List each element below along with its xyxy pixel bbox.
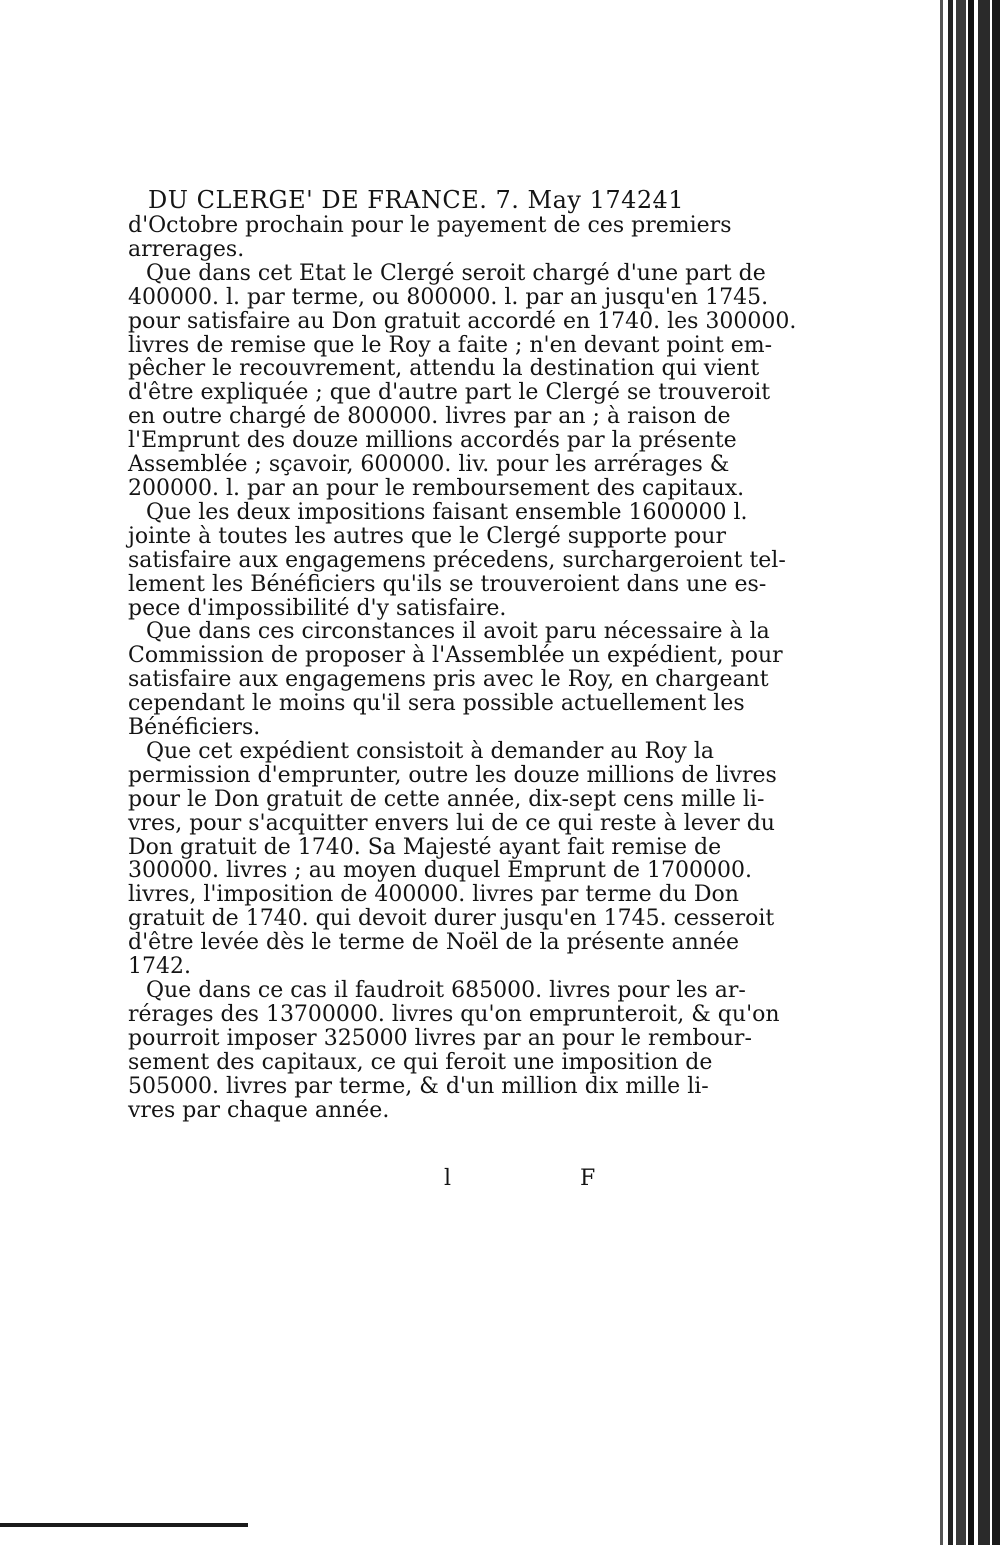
text-line: jointe à toutes les autres que le Clergé supporte pour [128, 523, 726, 549]
text-line: Que dans ce cas il faudroit 685000. livres pour les ar- [146, 978, 746, 1003]
text-line: pour le Don gratuit de cette année, dix-sept cens mille li- [128, 786, 765, 812]
text-line: Commission de proposer à l'Assemblée un expédient, pour [128, 643, 783, 669]
text-line: gratuit de 1740. qui devoit durer jusqu'en 1745. cesseroit [128, 906, 775, 932]
text-line: pour satisfaire au Don gratuit accordé en 1740. les 300000. [128, 308, 797, 334]
text-line: livres, l'imposition de 400000. livres par terme du Don [128, 882, 739, 908]
body-text [128, 213, 797, 1123]
text-line: vres, pour s'acquitter envers lui de ce qui reste à lever du [128, 810, 775, 836]
text-line: vres par chaque année. [128, 1097, 390, 1123]
text-line: cependant le moins qu'il sera possible actuellement les [128, 691, 745, 717]
text-line: Que cet expédient consistoit à demander au Roy la [146, 738, 715, 764]
running-title: DU CLERGE' DE FRANCE. 7. May 1742. [148, 186, 661, 214]
text-line: 300000. livres ; au moyen duquel Emprunt de 1700000. [128, 858, 753, 884]
bottom-edge-shadow [0, 1523, 248, 1527]
text-line: pêcher le recouvrement, attendu la destination qui vient [128, 356, 760, 382]
text-line: Assemblée ; sçavoir, 600000. liv. pour les arrérages & [128, 452, 730, 478]
text-line: 200000. l. par an pour le remboursement des capitaux. [128, 475, 745, 501]
footer-mark: l [444, 1166, 452, 1191]
text-line: 1742. [128, 954, 191, 980]
text-line: l'Emprunt des douze millions accordés par la présente [128, 428, 737, 454]
text-line: livres de remise que le Roy a faite ; n'en devant point em- [128, 332, 773, 358]
text-line: d'être levée dès le terme de Noël de la présente année [128, 930, 740, 956]
text-line: 400000. l. par terme, ou 800000. l. par an jusqu'en 1745. [128, 284, 769, 310]
text-line: rérages des 13700000. livres qu'on emprunteroit, & qu'on [128, 1001, 780, 1027]
text-line: satisfaire aux engagemens pris avec le Roy, en chargeant [128, 667, 769, 693]
text-line: Que dans ces circonstances il avoit paru nécessaire à la [146, 619, 770, 645]
page-footer [128, 1166, 684, 1196]
text-line: lement les Bénéficiers qu'ils se trouveroient dans une es- [128, 571, 767, 597]
text-line: pece d'impossibilité d'y satisfaire. [128, 595, 507, 621]
text-line: Don gratuit de 1740. Sa Majesté ayant fait remise de [128, 834, 722, 860]
text-line: pourroit imposer 325000 livres par an pour le rembour- [128, 1025, 752, 1051]
text-line: arrerages. [128, 236, 245, 262]
text-line: sement des capitaux, ce qui feroit une imposition de [128, 1049, 713, 1075]
text-line: satisfaire aux engagemens précedens, surchargeroient tel- [128, 547, 786, 573]
text-line: en outre chargé de 800000. livres par an ; à raison de [128, 404, 731, 430]
text-line: Que les deux impositions faisant ensemble 1600000 l. [146, 499, 748, 525]
text-line: d'être expliquée ; que d'autre part le Clergé se trouveroit [128, 380, 771, 406]
page-edge [940, 0, 1000, 1545]
signature-mark: F [580, 1166, 596, 1191]
text-line: Que dans cet Etat le Clergé seroit chargé d'une part de [146, 260, 766, 286]
text-line: Bénéficiers. [128, 715, 261, 741]
page-number: 41 [652, 186, 684, 214]
text-line: permission d'emprunter, outre les douze millions de livres [128, 762, 777, 788]
text-line: d'Octobre prochain pour le payement de ces premiers [128, 213, 732, 238]
text-line: 505000. livres par terme, & d'un million dix mille li- [128, 1073, 709, 1099]
